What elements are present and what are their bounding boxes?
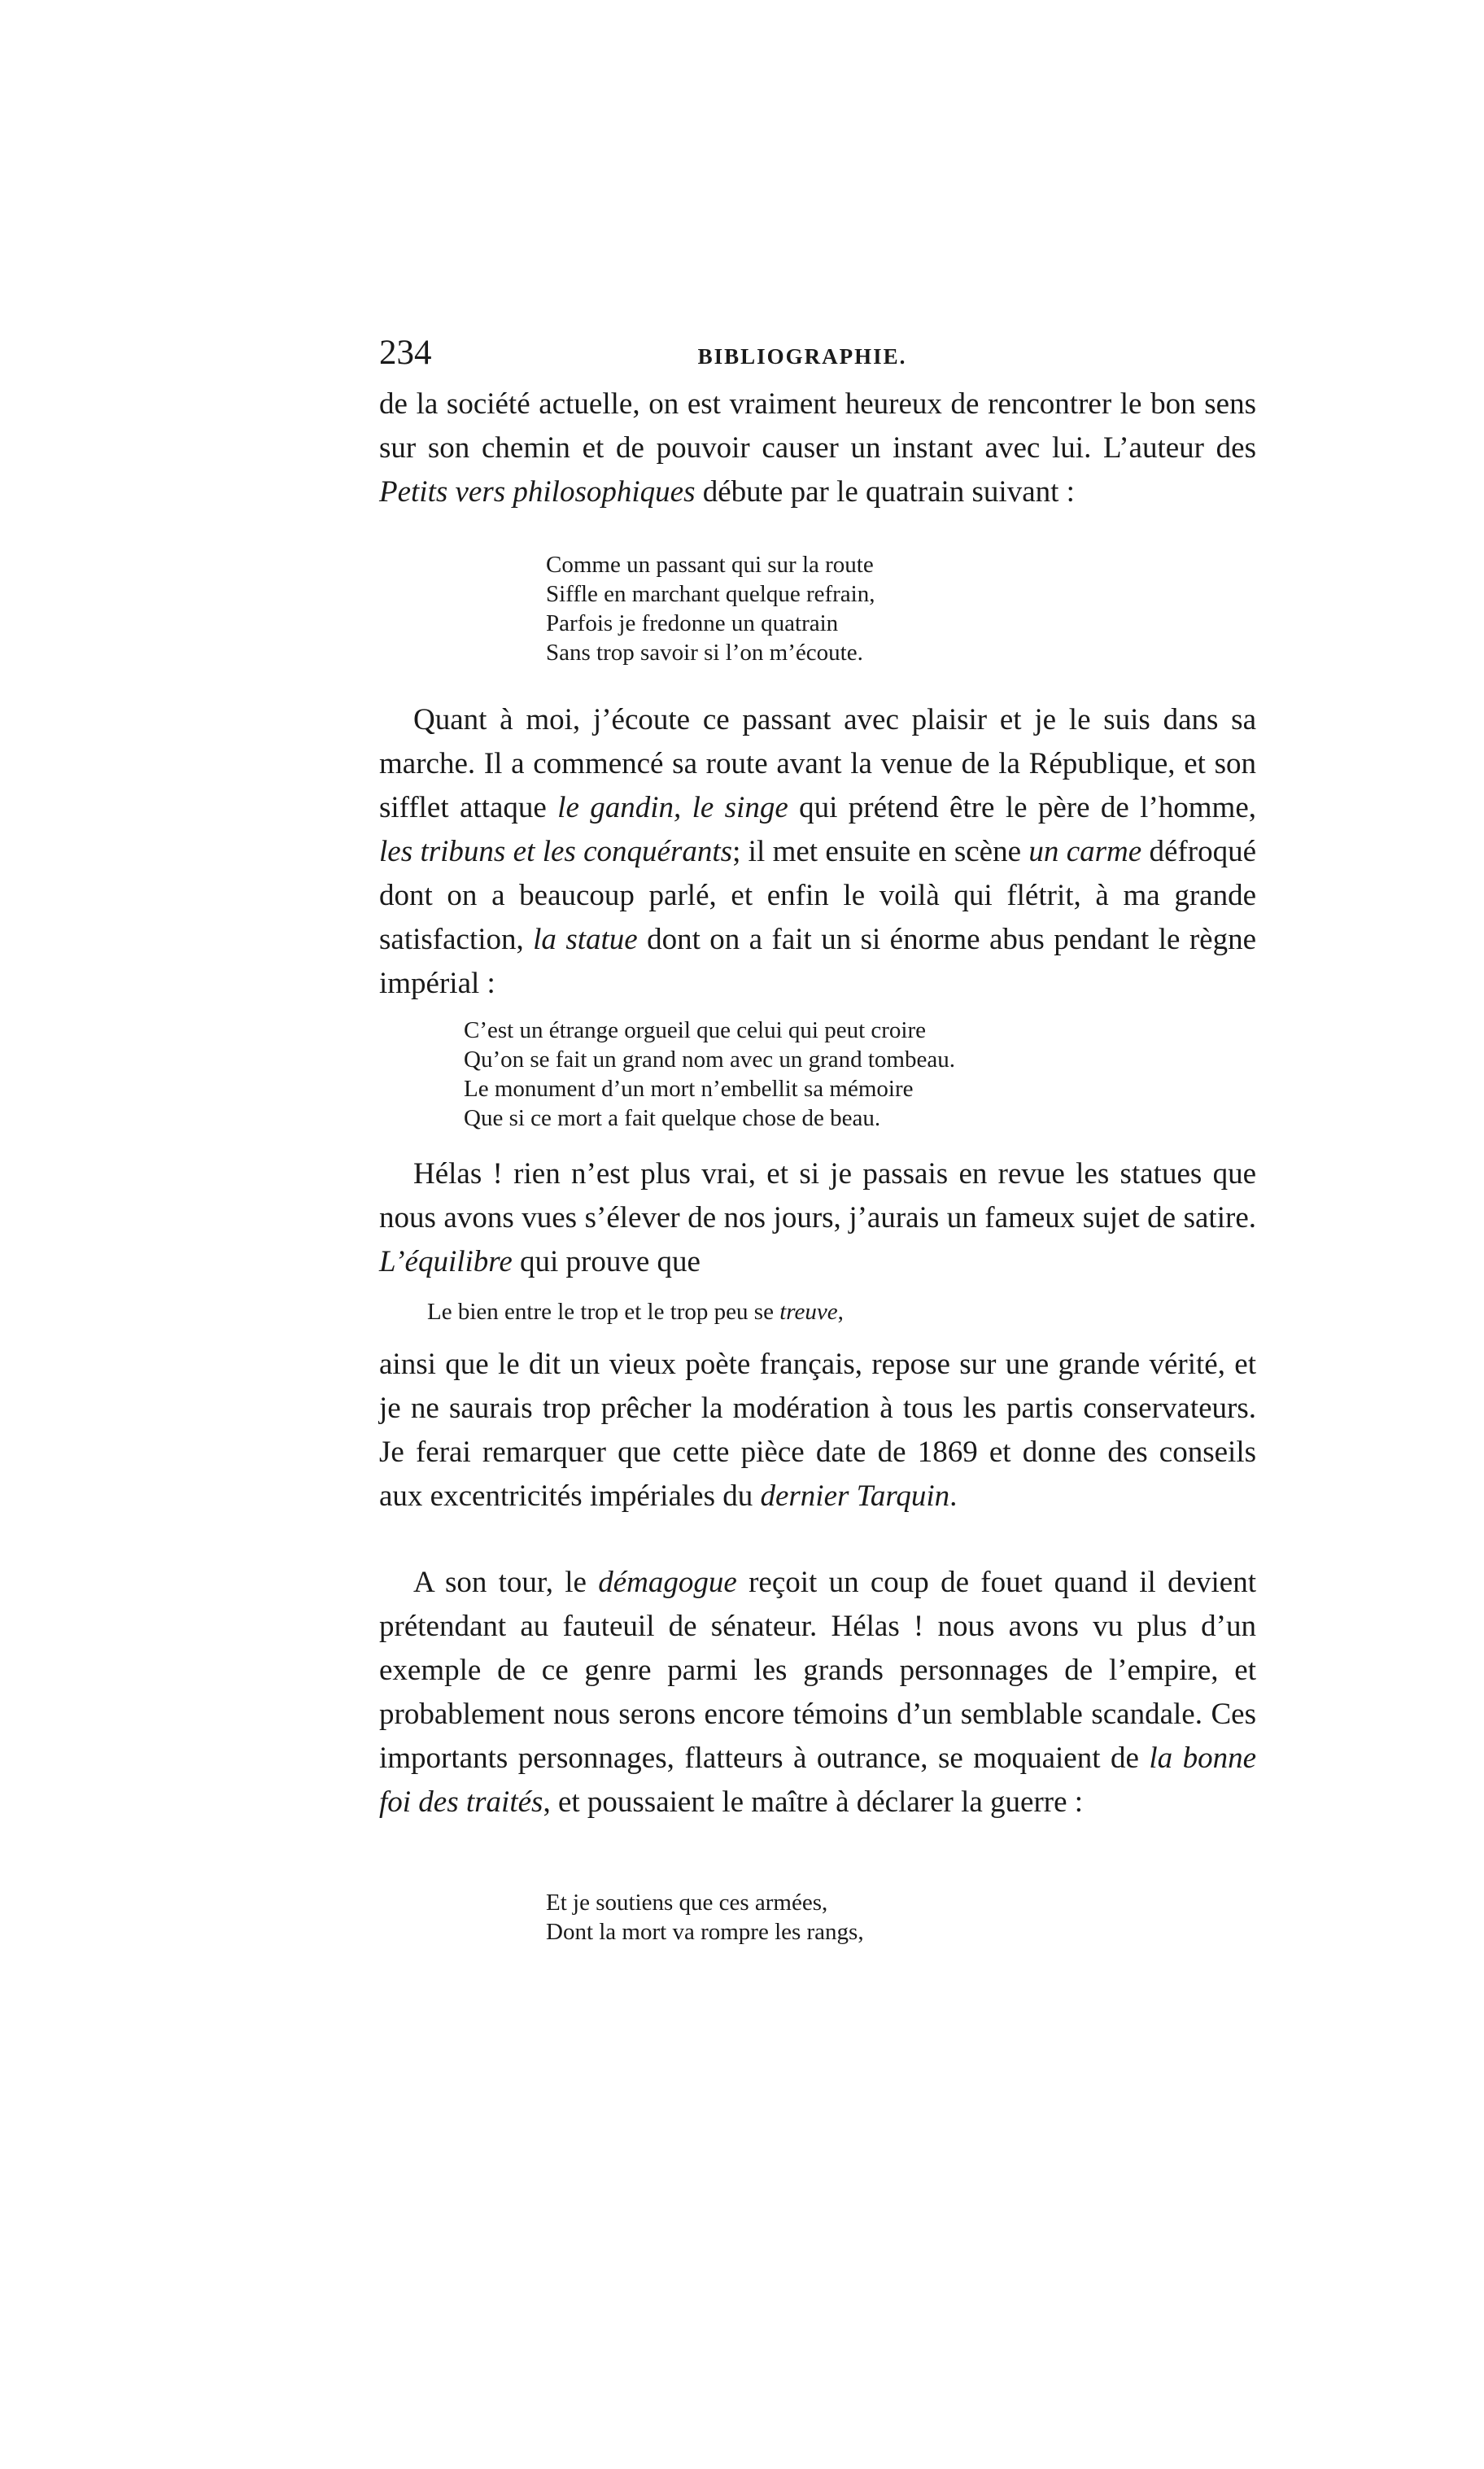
- verse-line: Sans trop savoir si l’on m’écoute.: [546, 640, 863, 666]
- paragraph-4-italic-1: dernier Tarquin: [760, 1479, 950, 1513]
- verse-line: Et je soutiens que ces armées,: [546, 1890, 828, 1916]
- paragraph-2: [379, 698, 1256, 1006]
- paragraph-2-italic-2: les tribuns et les conquérants: [379, 835, 733, 868]
- paragraph-5-text-c: , et poussaient le maître à déclarer la guerre :: [543, 1785, 1084, 1819]
- paragraph-5-text-b: reçoit un coup de fouet quand il devient prétendant au fauteuil de sénateur. Hélas ! nous avons vu plus d’un exemple de ce genre parmi les grands personnages de l’empire, et probablement nous serons encore témoins d’un semblable scandale. Ces importants personnages, flatteurs à outrance, se moquaient de: [379, 1566, 1256, 1775]
- paragraph-2-italic-4: la statue: [533, 923, 638, 956]
- paragraph-5-text-a: A son tour, le: [413, 1566, 599, 1599]
- verse-quatrain-2: [464, 1016, 955, 1133]
- paragraph-4: [379, 1343, 1256, 1519]
- page-header: [379, 329, 1258, 378]
- paragraph-5-italic-2: la bonne foi des traités: [379, 1741, 1256, 1819]
- verse-line: Le monument d’un mort n’embellit sa mémoire: [464, 1076, 914, 1102]
- verse-quatrain-4: [546, 1888, 864, 1947]
- verse-line: C’est un étrange orgueil que celui qui peut croire: [464, 1017, 926, 1043]
- verse-line: Dont la mort va rompre les rangs,: [546, 1919, 864, 1945]
- verse-line-italic: treuve: [779, 1299, 838, 1325]
- verse-quatrain-1: [546, 550, 875, 667]
- paragraph-3-text-a: Hélas ! rien n’est plus vrai, et si je passais en revue les statues que nous avons vues s’élever de nos jours, j’aurais un fameux sujet de satire.: [379, 1157, 1256, 1234]
- paragraph-1-text-b: débute par le quatrain suivant :: [695, 475, 1075, 509]
- paragraph-1: [379, 382, 1256, 514]
- paragraph-2-text-e: dont on a fait un si énorme abus pendant le règne impérial :: [379, 923, 1256, 1000]
- paragraph-5: [379, 1561, 1256, 1824]
- paragraph-2-italic-1: le gandin, le singe: [557, 791, 788, 824]
- verse-line: Parfois je fredonne un quatrain: [546, 610, 839, 636]
- paragraph-4-text-a: ainsi que le dit un vieux poète français, repose sur une grande vérité, et je ne saurais trop prêcher la modération à tous les partis conservateurs. Je ferai remarquer que cette pièce date de 1869 et donne des conseils aux excentricités impériales du: [379, 1348, 1256, 1513]
- paragraph-4-text-b: .: [949, 1479, 958, 1513]
- verse-line-text-a: Le bien entre le trop et le trop peu se: [427, 1299, 780, 1325]
- verse-line-text-b: ,: [837, 1299, 844, 1325]
- paragraph-2-text-a: Quant à moi, j’écoute ce passant avec plaisir et je le suis dans sa marche. Il a commencé sa route avant la venue de la République, et son sifflet attaque: [379, 703, 1256, 824]
- paragraph-2-text-d: défroqué dont on a beaucoup parlé, et enfin le voilà qui flétrit, à ma grande satisfaction,: [379, 835, 1256, 956]
- verse-line-quote: [427, 1297, 844, 1326]
- paragraph-2-text-c: ; il met ensuite en scène: [732, 835, 1029, 868]
- book-title: Petits vers philosophiques: [379, 475, 696, 509]
- paragraph-3: [379, 1152, 1256, 1284]
- paragraph-2-italic-3: un carme: [1028, 835, 1142, 868]
- paragraph-3-text-b: qui prouve que: [512, 1245, 701, 1278]
- running-head: BIBLIOGRAPHIE.: [697, 344, 907, 369]
- verse-line: [427, 1297, 844, 1326]
- paragraph-1-text-a: de la société actuelle, on est vraiment heureux de rencontrer le bon sens sur son chemin et de pouvoir causer un instant avec lui. L’auteur des: [379, 387, 1256, 465]
- verse-line: Comme un passant qui sur la route: [546, 552, 874, 578]
- paragraph-2-text-b: qui prétend être le père de l’homme,: [788, 791, 1257, 824]
- verse-line: Que si ce mort a fait quelque chose de beau.: [464, 1105, 881, 1131]
- paragraph-3-italic-1: L’équilibre: [379, 1245, 513, 1278]
- page-number: 234: [379, 334, 432, 372]
- verse-line: Qu’on se fait un grand nom avec un grand tombeau.: [464, 1047, 955, 1073]
- paragraph-5-italic-1: démagogue: [598, 1566, 737, 1599]
- verse-line: Siffle en marchant quelque refrain,: [546, 581, 875, 607]
